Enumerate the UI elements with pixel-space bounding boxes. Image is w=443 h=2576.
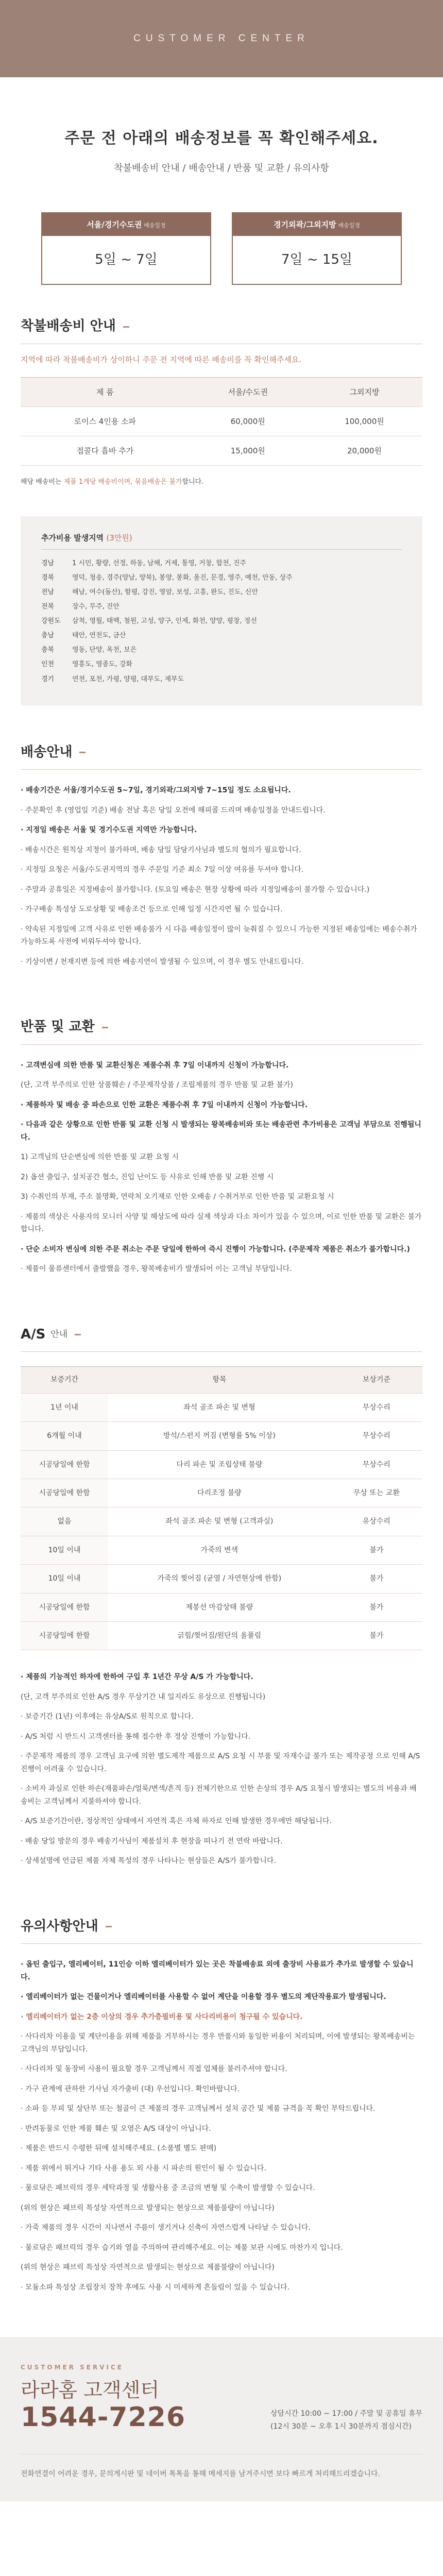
list-item: · 주문제작 제품의 경우 고객님 요구에 의한 별도제작 제품으로 A/S 요청 시 부품 및 자재수급 불가 또는 제작공정 으로 인해 A/S 진행이 어려울 수 있습니다.: [21, 1752, 420, 1773]
list-item: 1) 고객님의 단순변심에 의한 반품 및 교환 요청 시: [21, 1153, 179, 1162]
list-item: · 제품의 색상은 사용자의 모니터 사양 및 해상도에 따라 실제 색상과 다소 차이가 있을 수 있으며, 이로 인한 반품 및 교환은 불가합니다.: [21, 1212, 422, 1234]
list-item: · 주말과 공휴일은 지정배송이 불가합니다. (토요일 배송은 현장 상황에 따라 지정일배송이 불가할 수 있습니다.): [21, 885, 370, 894]
table-header: 서울/수도권: [190, 377, 306, 406]
table-row: 1년 이내 좌석 골조 파손 및 변형 무상수리: [21, 1393, 422, 1421]
region-row: [41, 587, 402, 598]
region-row: [41, 601, 402, 613]
caution-list: [21, 1944, 422, 2306]
list-item: · 지정일 배송은 서울 및 경기수도권 지역만 가능합니다.: [21, 826, 197, 835]
region-value: 연천, 포천, 가평, 양평, 대부도, 제부도: [72, 675, 184, 683]
extra-fee-box: [21, 516, 422, 706]
list-item: 2) 옵션 출입구, 설치공간 협소, 진입 난이도 등 사유로 인해 반품 및 교환 진행 시: [21, 1173, 274, 1181]
table-row: 시공당일에 한함 다리조정 불량 무상 또는 교환: [21, 1479, 422, 1507]
cs-contact: [21, 2378, 185, 2433]
region-value: 해남, 여수(돌산), 함평, 강진, 영암, 보성, 고흥, 완도, 진도, 신안: [72, 588, 258, 596]
region-value: 영동, 단양, 옥천, 보은: [72, 646, 137, 654]
region-name: 충북: [41, 646, 55, 654]
list-item: · 보증기간 (1년) 이후에는 유상A/S로 원칙으로 합니다.: [21, 1713, 194, 1721]
list-item: · 사다리차 이용을 및 계단이용을 위해 제품을 거부하시는 경우 반품시와 동일한 비용이 처리되며, 이에 발생되는 왕복배송비는 고객님의 부담입니다.: [21, 2032, 415, 2054]
list-item: · 가구배송 특성상 도로상황 및 배송조건 등으로 인해 일정 시간지연 될 수 있습니다.: [21, 905, 283, 914]
region-row: [41, 645, 402, 656]
region-row: [41, 558, 402, 569]
cs-hours: 상담시간 10:00 ~ 17:00 / 주말 및 공휴일 휴무 (12시 30분 ~ 오후 1시 30분까지 점심시간): [270, 2409, 422, 2431]
list-item: · 기상이변 / 천재지변 등에 의한 배송지연이 발생될 수 있으며, 이 경우 별도 안내드립니다.: [21, 957, 304, 966]
list-item: · 배송시간은 원칙상 지정이 불가하며, 배송 당일 담당기사님과 별도의 협의가 필요합니다.: [21, 845, 301, 854]
as-table: [21, 1366, 422, 1650]
table-row: 10일 이내 가죽의 찢어짐 (균열 / 자연현상에 한함) 불가: [21, 1565, 422, 1593]
list-item: · 고객변심에 의한 반품 및 교환신청은 제품수취 후 7일 이내까지 신청이 가능합니다.: [21, 1061, 289, 1070]
fee-section: [0, 316, 443, 705]
table-row: 6개월 이내 방석/스펀지 꺼짐 (변형률 5% 이상) 무상수리: [21, 1422, 422, 1450]
header-bar: [0, 0, 443, 77]
region-value: 태안, 연천도, 금산: [72, 632, 126, 640]
region-name: 경남: [41, 559, 55, 567]
title-accent-bar: [106, 1926, 112, 1927]
region-row: [41, 659, 402, 670]
as-section: [0, 1324, 443, 1880]
footer: [0, 2337, 443, 2501]
list-item: · A/S 처럼 시 반드시 고객센터를 통해 접수한 후 정상 진행이 가능합니다.: [21, 1732, 251, 1741]
region-list: [41, 558, 402, 685]
cs-footnote: 전화연결이 어려운 경우, 문의게시판 및 네이버 톡톡을 통해 메세지를 남겨주시면 보다 빠르게 처리해드리겠습니다.: [21, 2454, 422, 2481]
list-item: · 제품 위에서 뛰거나 기타 사용 용도 외 사용 시 파손의 원인이 될 수 있습니다.: [21, 2164, 266, 2173]
region-name: 인천: [41, 660, 55, 669]
fee-desc: 지역에 따라 착불배송비가 상이하니 주문 전 지역에 따른 배송비를 꼭 확인해주세요.: [21, 354, 302, 364]
title-accent-bar: [123, 326, 129, 328]
delivery-card-value: 7일 ~ 15일: [281, 251, 353, 267]
intro: [0, 77, 443, 197]
table-header: 제 품: [21, 377, 190, 406]
list-item: · 다음과 같은 상황으로 인한 반품 및 교환 신청 시 발생되는 왕복배송비와 또는 배송관련 추가비용은 고객님 부담으로 진행됩니다.: [21, 1121, 421, 1142]
region-name: 전남: [41, 588, 55, 596]
title-accent-bar: [102, 1027, 108, 1028]
title-accent-bar: [79, 752, 86, 753]
return-list: [21, 1045, 422, 1288]
delivery-card-value: 5일 ~ 7일: [95, 251, 158, 267]
delivery-list: [21, 770, 422, 980]
title-accent-bar: [75, 1334, 81, 1335]
list-item: · 옵틴 출입구, 엘리베이터, 11인승 이하 엘리베이터가 있는 곳은 착불배송료 외에 출장비 사용료가 추가로 발생할 수 있습니다.: [21, 1960, 414, 1981]
region-name: 경기: [41, 675, 55, 683]
list-item: · 상세설명에 언급된 제품 자체 특성의 경우 나타나는 현상들은 A/S가 불가합니다.: [21, 1857, 276, 1866]
list-item: · 엘리베이터가 없는 건물이거나 엘리베이터를 사용할 수 없어 계단을 이용할 경우 별도의 계단작용료가 발생됩니다.: [21, 1993, 386, 2002]
list-item: · 엘리베이터가 없는 2층 이상의 경우 추가층필비용 및 사다리비용이 청구될 수 있습니다.: [21, 2012, 303, 2021]
table-header: 항목: [108, 1367, 331, 1393]
delivery-section: [0, 742, 443, 981]
section-title: 착불배송비 안내: [21, 316, 422, 344]
region-value: 1 시민, 황량, 선정, 하동, 남해, 거제, 통영, 거창, 합천, 진주: [72, 559, 246, 567]
delivery-cards: [0, 212, 443, 285]
delivery-card-header: 서울/경기수도권 배송일정: [42, 213, 210, 236]
table-row: 시공당일에 한함 긁힘/찢어짐/원단의 올풀림 불가: [21, 1621, 422, 1650]
region-value: 영흥도, 영종도, 강화: [72, 660, 132, 669]
list-item: · 제품하자 및 배송 중 파손으로 인한 교환은 제품수취 후 7일 이내까지 신청이 가능합니다.: [21, 1100, 308, 1109]
region-value: 삼척, 영월, 태백, 철원, 고성, 양구, 인제, 화천, 양양, 평창, 정선: [72, 617, 257, 625]
delivery-card-seoul: [41, 212, 211, 285]
region-value: 장수, 무주, 진안: [72, 603, 120, 611]
cs-label: CUSTOMER SERVICE: [21, 2364, 124, 2371]
table-header: 그외지방: [306, 377, 422, 406]
cs-row: [21, 2378, 422, 2433]
table-row: 접콜다 흡바 추가 15,000원 20,000원: [21, 436, 422, 465]
delivery-card-header: 경기외곽/그외지방 배송일정: [233, 213, 401, 236]
list-item: · 지정일 요청은 서울/수도권지역의 경우 주문일 기준 최소 7일 이상 여유를 두셔야 합니다.: [21, 866, 304, 874]
list-item: · 물로닦은 패브릭의 경우 세탁과정 및 생활사용 중 조금의 변형 및 수축이 발생할 수 있습니다.: [21, 2184, 315, 2193]
return-section: [0, 1016, 443, 1288]
list-item: · 단순 소비자 변심에 의한 주문 취소는 주문 당일에 한하여 즉시 진행이 가능합니다. (주문제작 제품은 취소가 불가합니다.): [21, 1245, 410, 1253]
table-row: 10일 이내 가죽의 변색 불가: [21, 1536, 422, 1564]
region-name: 충남: [41, 632, 55, 640]
table-row: 시공당일에 한함 제봉선 마감상태 불량 불가: [21, 1593, 422, 1621]
intro-headline: 주문 전 아래의 배송정보를 꼭 확인해주세요.: [64, 129, 379, 147]
intro-subline: 착불배송비 안내 / 배송안내 / 반품 및 교환 / 유의사항: [114, 163, 329, 174]
table-header: 보증기간: [21, 1367, 108, 1393]
region-value: 영덕, 청송, 경주(양남, 양북), 봉양, 봉화, 울진, 문경, 영주, 예천, 안동, 상주: [72, 573, 293, 582]
list-item: · 제품은 반드시 수령한 뒤에 설치해주세요. (소품별 별도 판매): [21, 2144, 217, 2153]
region-row: [41, 572, 402, 584]
list-item: · 제품의 기능적인 하자에 한하여 구입 후 1년간 무상 A/S 가 가능합니다.: [21, 1673, 253, 1682]
list-item: · 제품이 물류센터에서 출발했을 경우, 왕복배송비가 발생되어 이는 고객님 부담입니다.: [21, 1265, 292, 1274]
as-list: [21, 1650, 422, 1880]
section-title: 유의사항안내: [21, 1916, 422, 1944]
section-title: 반품 및 교환: [21, 1016, 422, 1045]
region-row: [41, 616, 402, 627]
caution-section: [0, 1916, 443, 2307]
list-item: · 약속된 지정일에 고객 사유로 인한 배송불가 시 다음 배송일정이 많이 늦춰질 수 있으니 가능한 지정된 배송일에는 배송수취가 가능하도록 사전에 비워두셔야 합니다.: [21, 925, 417, 946]
list-item: · 물로닦은 패브릭의 경우 습기와 열을 주의하여 관리해주세요. 이는 제품 보관 시에도 마찬가지 입니다.: [21, 2243, 343, 2252]
region-row: [41, 674, 402, 685]
list-item: · A/S 보증기간이란, 정상적인 상태에서 자연적 혹은 자체 하자로 인해 발생한 경우에만 해당됩니다.: [21, 1817, 332, 1826]
table-row: 로이스 4인용 소파 60,000원 100,000원: [21, 406, 422, 436]
region-name: 강원도: [41, 617, 61, 625]
cs-phone[interactable]: 1544-7226: [21, 2402, 186, 2433]
table-row: 없음 좌석 골조 파손 및 변형 (고객과실) 유상수리: [21, 1507, 422, 1536]
region-row: [41, 630, 402, 641]
list-item: · 반려동물로 인한 제품 훼손 및 오염은 A/S 대상이 아닙니다.: [21, 2124, 211, 2133]
region-name: 전북: [41, 603, 55, 611]
list-item: · 가구 관계에 관하한 기사님 자가출비 (대) 우선입니다. 확인바랍니다.: [21, 2084, 240, 2093]
table-row: 시공당일에 한함 다리 파손 및 조립상태 불량 무상수리: [21, 1450, 422, 1479]
list-item: · 소비자 과실로 인한 하손(재품파손/얼룩/변색/흔적 등) 전체기한으로 인한 손상의 경우 A/S 요청시 발생되는 별도의 비용과 배송비는 고객님께서 지불하셔야 합니다.: [21, 1785, 417, 1806]
list-item: · 모듈소파 특성상 조립장치 장착 후에도 사용 시 미세하게 흔들림이 있을 수 있습니다.: [21, 2283, 290, 2292]
fee-table: [21, 377, 422, 466]
list-item: · 사다리차 및 동장비 사용이 필요할 경우 고객님께서 직접 업체를 불러주셔야 합니다.: [21, 2065, 287, 2074]
list-item: · 배송 당일 방문의 경우 배송기사님이 제품설치 후 현장을 떠나기 전 연락 바랍니다.: [21, 1837, 283, 1845]
list-item: · 소파 등 부피 및 상단부 또는 철골이 큰 제품의 경우 고객님께서 설치 공간 및 제품 규격을 꼭 확인 부탁드립니다.: [21, 2105, 376, 2113]
list-item: · 가죽 제품의 경우 시간이 지나면서 주름이 생기거나 신축이 자연스럽게 나타날 수 있습니다.: [21, 2224, 311, 2232]
list-item: (단, 고객 부주의로 인한 상품훼손 / 주문제작상품 / 조립제품의 경우 반품 및 교환 불가): [21, 1081, 293, 1090]
list-item: · 주문확인 후 (영업일 기준) 배송 전날 혹은 당일 오전에 해피콜 드리며 배송일정을 안내드립니다.: [21, 806, 326, 815]
list-item: (위의 현상은 패브릭 특성상 자연적으로 발생되는 현상으로 제품불량이 아닙니다): [21, 2263, 275, 2272]
list-item: (단, 고객 부주의로 인한 A/S 경우 무상기간 내 일지라도 유상으로 진행됩니다): [21, 1692, 266, 1701]
list-item: 3) 수취인의 부재, 주소 불명확, 연락처 오기재로 인한 오배송 / 수취거부로 인한 반품 및 교환요청 시: [21, 1193, 334, 1201]
header-title: CUSTOMER CENTER: [133, 32, 310, 44]
list-item: (위의 현상은 패브릭 특성상 자연적으로 발생되는 현상으로 제품불량이 아닙니다): [21, 2204, 275, 2212]
delivery-card-region: [232, 212, 402, 285]
cs-name: 라라홈 고객센터: [21, 2378, 160, 2401]
table-header: 보상기준: [331, 1367, 422, 1393]
region-name: 경북: [41, 573, 55, 582]
fee-note: 해당 배송비는 제품 1개당 배송비이며, 묶음배송은 불가합니다.: [21, 478, 204, 486]
section-title: 배송안내: [21, 742, 422, 770]
list-item: · 배송기간은 서울/경기수도권 5~7일, 경기외곽/그외지방 7~15일 정도 소요됩니다.: [21, 786, 291, 795]
section-title: A/S 안내: [21, 1324, 422, 1352]
extra-fee-title: 추가비용 발생지역 (3만원): [41, 532, 402, 550]
